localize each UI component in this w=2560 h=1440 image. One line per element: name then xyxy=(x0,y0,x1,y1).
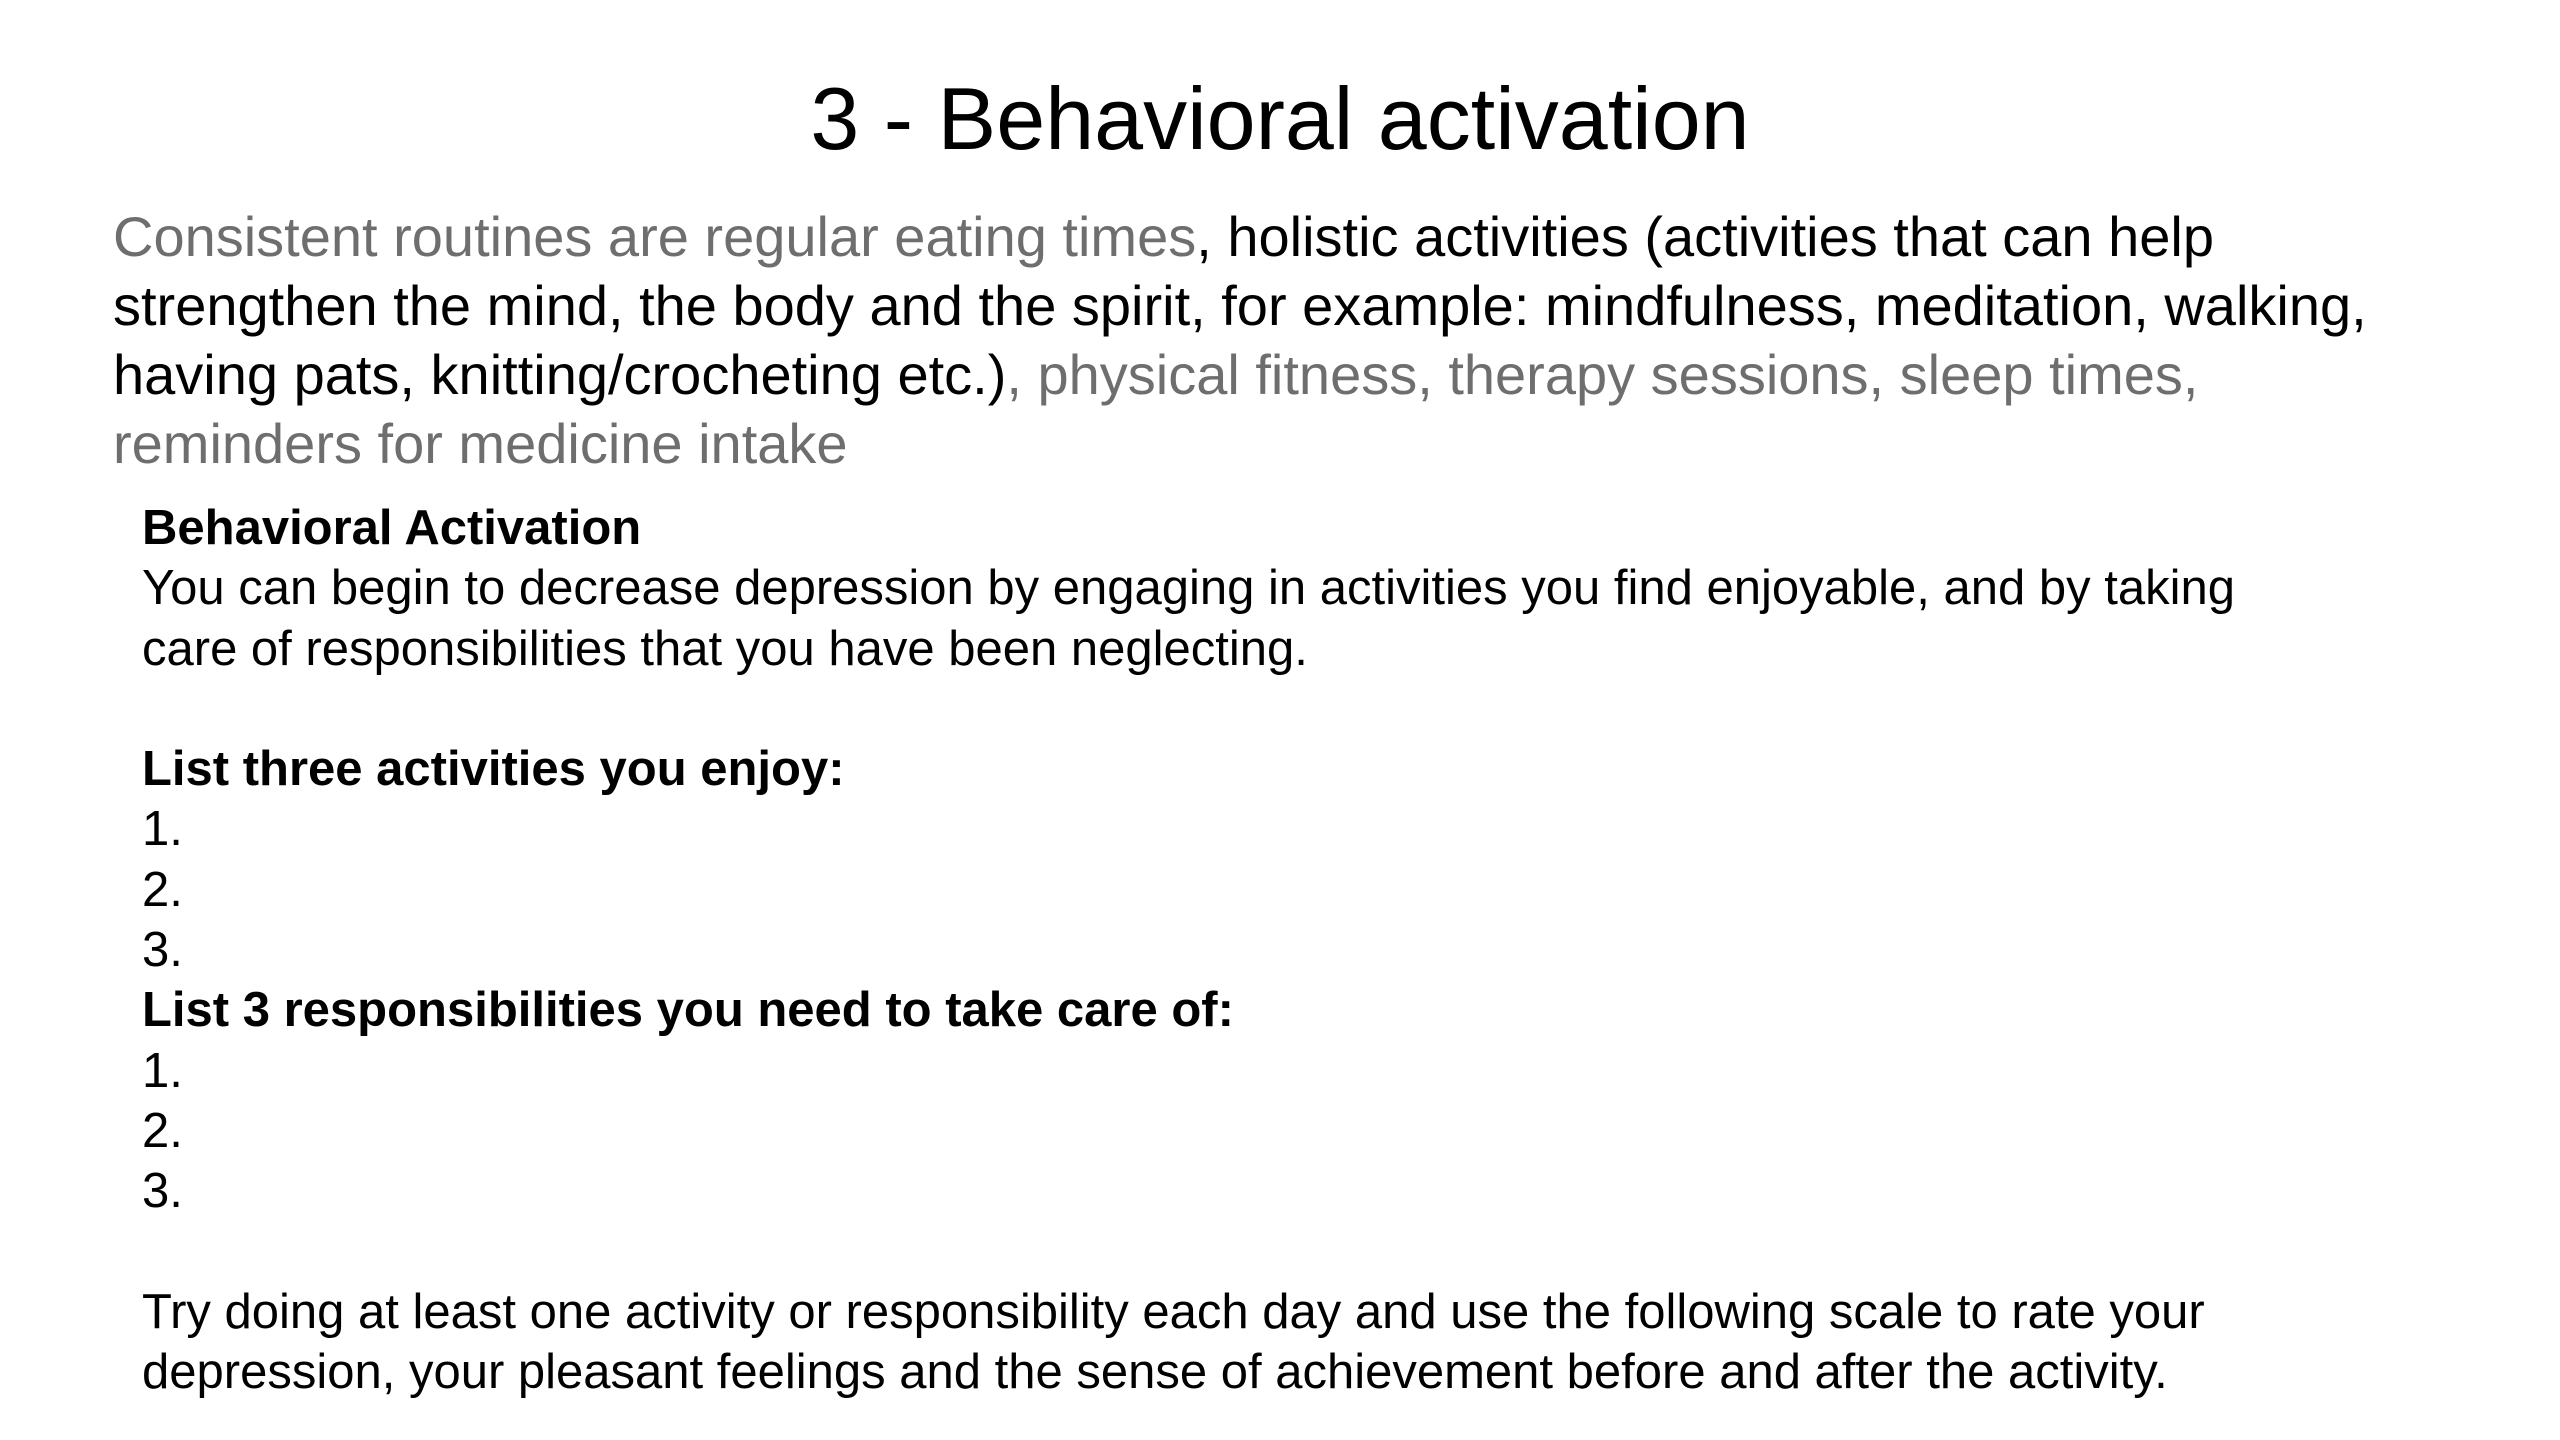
spacer xyxy=(142,1222,2442,1282)
closing-instruction-line: depression, your pleasant feelings and the sense of achievement before and after the activity. xyxy=(142,1345,2168,1400)
responsibility-item: 1. xyxy=(142,1043,183,1098)
activity-item: 3. xyxy=(142,923,183,978)
worksheet-description-line: care of responsibilities that you have been neglecting. xyxy=(142,621,1308,676)
activity-item: 1. xyxy=(142,802,183,857)
intro-text-other-routines: , physical fitness, therapy sessions, sleep times, reminders for medicine intake xyxy=(113,343,2199,475)
worksheet xyxy=(142,498,2442,1402)
activities-heading: List three activities you enjoy: xyxy=(142,742,845,797)
activity-item: 2. xyxy=(142,862,183,917)
worksheet-description-line: You can begin to decrease depression by engaging in activities you find enjoyable, and by taking xyxy=(142,561,2236,616)
responsibilities-heading: List 3 responsibilities you need to take care of: xyxy=(142,983,1234,1038)
intro-text-regular-eating: Consistent routines are regular eating times xyxy=(113,205,1197,268)
spacer xyxy=(142,679,2442,739)
intro-text-holistic-activities: , holistic activities (activities that can help strengthen the mind, the body and the spirit, for example: mindfulness, meditation, walking, having pats, knitting/crocheting etc.) xyxy=(113,205,2367,406)
slide-title: 3 - Behavioral activation xyxy=(810,69,1750,168)
intro-paragraph xyxy=(113,202,2443,478)
worksheet-heading: Behavioral Activation xyxy=(142,501,642,555)
closing-instruction-line: Try doing at least one activity or responsibility each day and use the following scale to rate your xyxy=(142,1284,2205,1339)
responsibility-item: 2. xyxy=(142,1103,183,1158)
responsibility-item: 3. xyxy=(142,1164,183,1219)
